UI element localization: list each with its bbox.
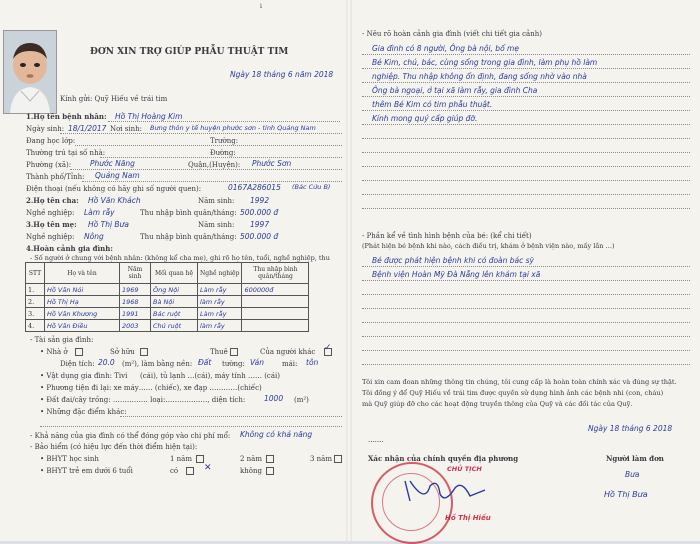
handwritten-line[interactable]: thêm Bé Kim có tim phẫu thuật. <box>372 100 493 109</box>
table-cell[interactable] <box>242 296 309 308</box>
page-mark: i <box>260 3 262 10</box>
phone-note: (Bác Cửu B) <box>292 183 331 191</box>
col-income: Thu nhập bình quân/tháng <box>242 263 309 284</box>
area-label: Diện tích: <box>60 360 95 368</box>
other-check-mark: ✓ <box>324 343 332 353</box>
writing-line <box>362 54 690 55</box>
special-line-2 <box>40 426 342 427</box>
table-cell[interactable]: 1968 <box>120 296 151 308</box>
writing-line <box>362 68 690 69</box>
handwritten-line[interactable]: Ông bà ngoại, ở tại xã làm rẫy, gia đình Cha <box>372 86 538 95</box>
father-year[interactable]: 1992 <box>250 196 270 205</box>
table-cell[interactable]: Hồ Thị Hạ <box>45 296 120 308</box>
father-income[interactable]: 500.000 đ <box>240 208 279 217</box>
area-unit: (m²), làm bằng nền: <box>122 360 193 368</box>
table-cell[interactable]: Chú ruột <box>151 320 198 332</box>
handwritten-line[interactable]: Bé được phát hiện bệnh khi có đoàn bác sỹ <box>372 256 534 265</box>
bhyt1-2y: 2 năm <box>240 455 262 463</box>
bhyt2-label: • BHYT trẻ em dưới 6 tuổi <box>40 467 133 475</box>
writing-line <box>362 266 690 267</box>
table-cell[interactable] <box>242 308 309 320</box>
roof-value[interactable]: tôn <box>306 358 319 367</box>
bhyt1-1y-checkbox[interactable] <box>196 455 204 463</box>
roof-label: mái: <box>282 360 298 368</box>
writing-line <box>362 336 690 337</box>
pay-value[interactable]: Không có khả năng <box>240 430 313 439</box>
family-table-header <box>26 263 309 284</box>
school-label: Đang học lớp: <box>26 137 76 145</box>
land-unit: (m²) <box>294 396 309 404</box>
table-cell[interactable]: Bà Nội <box>151 296 198 308</box>
table-row <box>26 320 309 332</box>
col-year: Năm sinh <box>120 263 151 284</box>
sign-dots: ....... <box>368 436 384 444</box>
table-cell[interactable]: Ông Nội <box>151 284 198 296</box>
writing-line <box>362 364 690 365</box>
writing-line <box>362 166 690 167</box>
writing-line <box>362 208 690 209</box>
writing-line <box>362 350 690 351</box>
mother-income[interactable]: 500.000 đ <box>240 232 279 241</box>
district-label: Quận,(Huyện): <box>188 161 241 169</box>
writing-line <box>362 194 690 195</box>
handwritten-line[interactable]: nghiệp. Thu nhập không ổn định, đang sống nhờ vào nhà <box>372 72 587 81</box>
school-right-label: Trường: <box>210 137 239 145</box>
special-line <box>120 416 342 417</box>
bhyt1-3y: 3 năm <box>310 455 332 463</box>
mother-job[interactable]: Nông <box>84 232 104 241</box>
applicant-label: Người làm đơn <box>606 454 664 463</box>
col-stt: STT <box>26 263 45 284</box>
bhyt2-hasnot: không <box>240 467 262 475</box>
writing-line <box>362 124 690 125</box>
confirm-label: Xác nhận của chính quyền địa phương <box>368 454 519 463</box>
commitment-2: Tôi đồng ý để Quỹ Hiếu về trái tim được quyền sử dụng hình ảnh các bệnh nhi (con, cháu) <box>362 389 664 397</box>
table-cell[interactable]: 1991 <box>120 308 151 320</box>
house-own-checkbox-gap <box>75 348 83 356</box>
other-label: Của người khác <box>260 348 316 356</box>
table-cell[interactable] <box>242 320 309 332</box>
writing-line <box>362 322 690 323</box>
applicant-signature: Bưa <box>625 470 640 479</box>
mother-income-label: Thu nhập bình quân/tháng: <box>140 233 237 241</box>
bhyt2-cross-mark: ✕ <box>204 463 212 473</box>
birthplace-value[interactable]: Bưng thôn y tế huyện phước sơn - tỉnh Quảng Nam <box>150 124 316 132</box>
wall-label: tường: <box>222 360 245 368</box>
table-cell[interactable]: 2003 <box>120 320 151 332</box>
bhyt1-2y-checkbox[interactable] <box>266 455 274 463</box>
bhyt2-has-checkbox[interactable] <box>186 467 194 475</box>
handwritten-line[interactable]: Bé Kim, chú, bác, cùng sống trong gia đình, làm phụ hồ làm <box>372 58 598 67</box>
form-title: ĐƠN XIN TRỢ GIÚP PHẪU THUẬT TIM <box>90 47 289 57</box>
table-cell[interactable]: 1. <box>26 284 45 296</box>
writing-line <box>362 82 690 83</box>
own-checkbox[interactable] <box>140 348 148 356</box>
official-name: Hồ Thị Hiếu <box>445 514 491 522</box>
writing-line <box>362 110 690 111</box>
assets-heading: - Tài sản gia đình: <box>30 336 94 344</box>
table-cell[interactable]: Làm rẫy <box>198 308 242 320</box>
family-intro-1: - Số người ở chung với bệnh nhân: (không kể cha mẹ), ghi rõ họ tên, tuổi, nghề nghiệp, thu <box>30 254 330 262</box>
illness-sub: (Phát hiện bé bệnh khi nào, cách điều trị, khám ở bệnh viện nào, mấy lần …) <box>362 242 615 250</box>
father-label: 2.Họ tên cha: <box>26 196 79 205</box>
writing-line <box>362 280 690 281</box>
pay-label: - Khả năng của gia đình có thể đóng góp vào chi phí mổ: <box>30 432 231 440</box>
bhyt2-hasnot-checkbox[interactable] <box>266 467 274 475</box>
insurance-label: - Bảo hiểm (có hiệu lực đến thời điểm hiện tại): <box>30 443 198 451</box>
circumstance-label: - Nêu rõ hoàn cảnh gia đình (viết chi tiết gia cảnh) <box>362 30 542 38</box>
handwritten-line[interactable]: Kính mong quý cấp giúp đỡ. <box>372 114 478 123</box>
area-value[interactable]: 20.0 <box>98 358 115 367</box>
street-label: Đường: <box>210 149 236 157</box>
commitment-3: mà Quỹ giúp đỡ cho các hoạt động truyền thông của Quỹ và các đối tác của Quỹ. <box>362 400 633 408</box>
table-cell[interactable]: 600000đ <box>242 284 309 296</box>
father-year-label: Năm sinh: <box>198 197 235 205</box>
bhyt1-1y: 1 năm <box>170 455 192 463</box>
school-line <box>75 145 342 146</box>
address-label: Thường trú tại số nhà: <box>26 149 106 157</box>
father-name[interactable]: Hồ Văn Khách <box>88 196 141 205</box>
table-cell[interactable]: Làm rẫy <box>198 284 242 296</box>
rent-checkbox[interactable] <box>230 348 238 356</box>
bhyt1-label: • BHYT học sinh <box>40 455 99 463</box>
official-signature <box>400 476 490 506</box>
illness-label: - Phần kể về tình hình bệnh của bé: (kể chi tiết) <box>362 232 532 240</box>
city-line <box>82 181 342 182</box>
col-relation: Mối quan hệ <box>151 263 198 284</box>
ward-value[interactable]: Phước Năng <box>90 159 135 168</box>
mother-year-label: Năm sinh: <box>198 221 235 229</box>
commitment-1: Tôi xin cam đoan những thông tin chúng, tôi cung cấp là hoàn toàn chính xác và đúng sự thật. <box>362 378 677 386</box>
patient-name-line <box>108 121 340 122</box>
table-cell[interactable]: 4. <box>26 320 45 332</box>
district-value[interactable]: Phước Sơn <box>252 159 292 168</box>
writing-line <box>362 152 690 153</box>
table-cell[interactable]: 1969 <box>120 284 151 296</box>
own-label: Sở hữu <box>110 348 135 356</box>
ward-line <box>70 169 342 170</box>
writing-line <box>362 138 690 139</box>
col-job: Nghề nghiệp <box>198 263 242 284</box>
table-cell[interactable]: làm rẫy <box>198 320 242 332</box>
writing-line <box>362 308 690 309</box>
patient-name-label: 1.Họ tên bệnh nhân: <box>26 112 107 121</box>
dob-line <box>60 133 342 134</box>
form-date: Ngày 18 tháng 6 năm 2018 <box>230 70 334 79</box>
applicant-name: Hồ Thị Bưa <box>604 490 648 499</box>
table-cell[interactable]: 3. <box>26 308 45 320</box>
page-fold <box>346 0 352 541</box>
father-job[interactable]: Làm rẫy <box>84 208 115 217</box>
table-cell[interactable]: Hồ Văn Điều <box>45 320 120 332</box>
mother-name[interactable]: Hồ Thị Bưa <box>88 220 129 229</box>
vehicle-rest: (cái), tủ lạnh …(cái), máy tính …… (cái) <box>140 372 280 380</box>
handwritten-line[interactable]: Gia đình có 8 người, Ông bà nội, bố mẹ <box>372 44 519 53</box>
father-job-label: Nghề nghiệp: <box>26 209 75 217</box>
house-label: • Nhà ở <box>40 348 68 356</box>
family-table <box>25 262 309 332</box>
mother-job-label: Nghề nghiệp: <box>26 233 75 241</box>
handwritten-line[interactable]: Bệnh viện Hoàn Mỹ Đà Nẵng lên khám tại xã <box>372 270 541 279</box>
special-label: • Những đặc điểm khác: <box>40 408 127 416</box>
land-area[interactable]: 1000 <box>264 394 284 403</box>
patient-name[interactable]: Hồ Thị Hoàng Kim <box>115 112 183 121</box>
phone-value[interactable]: 0167A286015 <box>228 183 281 192</box>
phone-label: Điện thoại (nếu không có hãy ghi số người quen): <box>26 185 202 193</box>
stamp-title: CHỦ TỊCH <box>447 465 482 473</box>
address-line <box>100 157 342 158</box>
bhyt2-has: có <box>170 467 179 475</box>
family-heading: 4.Hoàn cảnh gia đình: <box>26 244 113 253</box>
table-row <box>26 284 309 296</box>
father-income-label: Thu nhập bình quân/tháng: <box>140 209 237 217</box>
writing-line <box>362 96 690 97</box>
table-row <box>26 296 309 308</box>
rent-label: Thuê <box>210 348 228 356</box>
writing-line <box>362 294 690 295</box>
table-cell[interactable]: 2. <box>26 296 45 308</box>
table-cell[interactable]: Bác ruột <box>151 308 198 320</box>
col-name: Họ và tên <box>45 263 120 284</box>
table-cell[interactable]: Hồ Văn Khương <box>45 308 120 320</box>
sign-date: Ngày 18 tháng 6 2018 <box>588 424 673 433</box>
table-cell[interactable]: Hồ Văn Nói <box>45 284 120 296</box>
vehicle-label: • Vật dụng gia đình: Tivi <box>40 372 128 380</box>
city-value[interactable]: Quảng Nam <box>95 171 140 180</box>
table-cell[interactable]: làm rẫy <box>198 296 242 308</box>
recipient-line: Kính gửi: Quỹ Hiếu về trái tim <box>60 95 168 103</box>
child-photo <box>3 30 57 114</box>
birthplace-label: Nơi sinh: <box>110 125 143 133</box>
bhyt1-3y-checkbox[interactable] <box>334 455 342 463</box>
dob-value[interactable]: 18/1/2017 <box>68 124 107 133</box>
mother-label: 3.Họ tên mẹ: <box>26 220 77 229</box>
land-label: • Đất đai/cây trồng: …………… loại:………………, diện tích: <box>40 396 246 404</box>
dob-label: Ngày sinh: <box>26 125 65 133</box>
transport-label: • Phương tiện đi lại: xe máy…… (chiếc), xe đạp …………(chiếc) <box>40 384 262 392</box>
ward-label: Phường (xã): <box>26 161 72 169</box>
table-row <box>26 308 309 320</box>
mother-year[interactable]: 1997 <box>250 220 270 229</box>
wall-value[interactable]: Ván <box>250 358 265 367</box>
writing-line <box>362 180 690 181</box>
city-label: Thành phố/Tỉnh: <box>26 173 85 181</box>
floor-value[interactable]: Đất <box>198 358 212 367</box>
